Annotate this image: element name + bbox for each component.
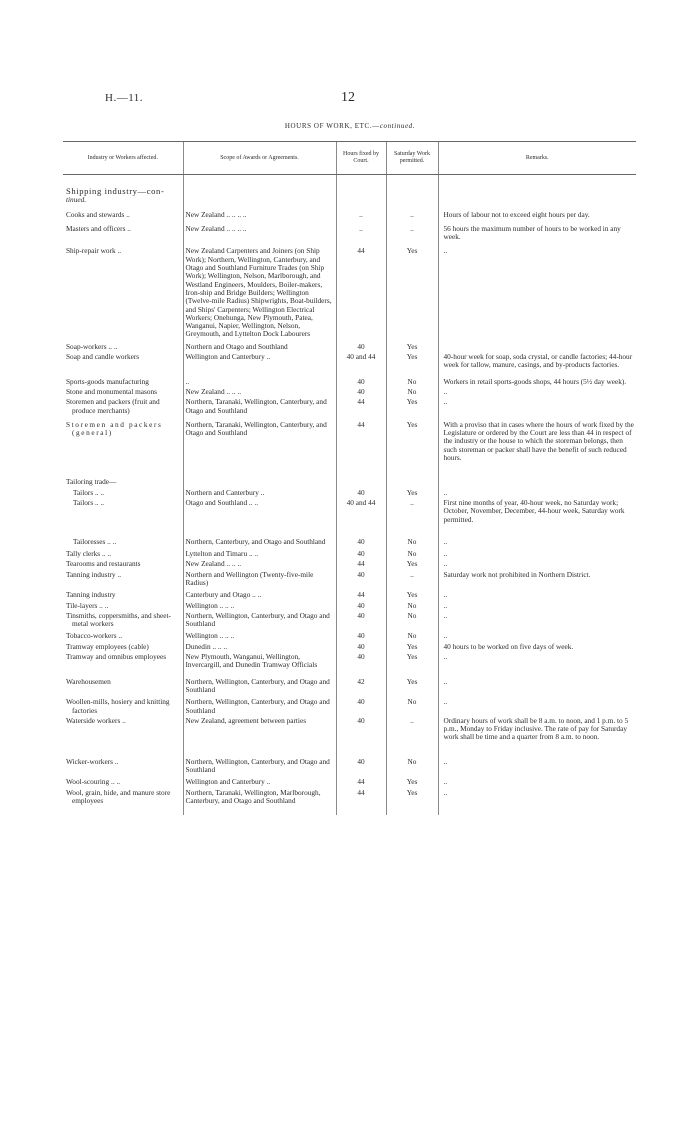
table-row xyxy=(63,464,636,488)
hours-cell xyxy=(336,672,386,697)
saturday-cell-text: No xyxy=(407,600,417,610)
industry-cell-text: Ship-repair work .. xyxy=(66,246,122,256)
table-row xyxy=(63,526,636,548)
industry-cell-text: Tinsmiths, coppersmiths, and sheet-metal workers xyxy=(66,610,171,629)
hours-cell-text: 40 xyxy=(357,341,365,351)
remarks-cell-text: .. xyxy=(443,676,448,686)
saturday-cell-text: Yes xyxy=(406,559,418,569)
scope-cell-text: New Zealand .. .. .. .. xyxy=(185,209,247,219)
remarks-cell-text: .. xyxy=(443,600,448,610)
industry-cell-text: Tile-layers .. .. xyxy=(66,600,109,610)
remarks-cell-text: Saturday work not prohibited in Northern District. xyxy=(443,569,591,579)
scope-cell-text: Northern, Wellington, Canterbury, and Otago and Southland xyxy=(185,610,330,629)
remarks-cell xyxy=(438,353,636,372)
saturday-cell-text: Yes xyxy=(406,341,418,351)
industry-cell xyxy=(63,612,183,631)
scope-cell xyxy=(183,789,336,816)
saturday-cell-text: .. xyxy=(410,223,414,233)
scope-cell-text: Wellington and Canterbury .. xyxy=(185,777,271,787)
hours-cell-text: 44 xyxy=(357,787,365,797)
table-row xyxy=(63,717,636,744)
hours-cell xyxy=(336,372,386,388)
scope-cell xyxy=(183,612,336,631)
table-header-row xyxy=(63,142,636,175)
hours-cell xyxy=(336,612,386,631)
industry-cell xyxy=(63,696,183,717)
table-row xyxy=(63,499,636,526)
scope-cell xyxy=(183,672,336,697)
industry-cell xyxy=(63,589,183,601)
industry-cell xyxy=(63,789,183,816)
scope-cell xyxy=(183,398,336,417)
scope-cell xyxy=(183,417,336,464)
industry-cell-text: Tanning industry .. xyxy=(66,569,122,579)
remarks-cell xyxy=(438,789,636,816)
remarks-cell-text: .. xyxy=(443,590,448,600)
table-row xyxy=(63,398,636,417)
hours-cell-text: 40 and 44 xyxy=(346,497,376,507)
remarks-cell xyxy=(438,643,636,653)
hours-cell xyxy=(336,243,386,340)
scope-cell-text: Canterbury and Otago .. .. xyxy=(185,590,262,600)
saturday-cell-text: .. xyxy=(410,715,414,725)
hours-cell-text: 40 xyxy=(357,641,365,651)
saturday-cell-text: No xyxy=(407,376,417,386)
saturday-cell-text: Yes xyxy=(406,787,418,797)
industry-cell-text: Tramway and omnibus employees xyxy=(66,652,167,662)
hours-cell-text: 40 xyxy=(357,715,365,725)
industry-cell-text: Sports-goods manufacturing xyxy=(66,376,149,386)
document-reference: H.—11. xyxy=(105,92,144,104)
industry-cell-text: Tanning industry xyxy=(66,590,116,600)
scope-cell xyxy=(183,175,336,207)
hours-cell xyxy=(336,207,386,221)
hours-cell-text: 40 xyxy=(357,610,365,620)
industry-cell-text: Tailoresses .. .. xyxy=(73,536,117,546)
scope-cell-text: Northern and Wellington (Twenty-five-mile Radius) xyxy=(185,569,314,587)
saturday-cell-text: .. xyxy=(410,209,414,219)
hours-cell xyxy=(336,696,386,717)
industry-cell xyxy=(63,526,183,548)
hours-cell xyxy=(336,221,386,244)
table-row xyxy=(63,221,636,244)
saturday-cell xyxy=(386,417,438,464)
table-row xyxy=(63,548,636,560)
remarks-cell xyxy=(438,653,636,672)
hours-cell xyxy=(336,717,386,744)
table-row xyxy=(63,672,636,697)
industry-cell xyxy=(63,175,183,207)
scope-cell-text: Dunedin .. .. .. xyxy=(185,641,228,651)
industry-cell-text: Tailors .. .. xyxy=(73,497,105,507)
industry-cell-text: Tailors .. .. xyxy=(73,487,105,497)
industry-cell-text: Stone and monumental masons xyxy=(66,386,157,396)
hours-cell xyxy=(336,353,386,372)
industry-cell xyxy=(63,776,183,788)
column-header-remarks: Remarks. xyxy=(438,142,636,175)
remarks-cell-text: .. xyxy=(443,697,448,707)
industry-cell xyxy=(63,243,183,340)
saturday-cell xyxy=(386,243,438,340)
saturday-cell-text: Yes xyxy=(406,652,418,662)
industry-cell-text: Wool, grain, hide, and manure store employees xyxy=(66,787,171,805)
table-row xyxy=(63,417,636,464)
scope-cell-text: New Zealand Carpenters and Joiners (on Ship Work); Northern, Wellington, Canterbury, and Otago and Southland Furniture Trades (on Ship Work); Wellington, Nelson, Marlborough, and Westland Engineers, Moulders, Boiler-makers, Iron-ship and Bridge Builders; Wellington (Twelve-mile Radius) Shipwrights, Boat-builders, and Ships' Carpenters; Wellington Electrical Workers; Onehunga, New Plymouth, Patea, Wanganui, Napier, Wellington, Nelson, Greymouth, and Lyttelton Dock Labourers xyxy=(185,246,332,339)
remarks-cell-text: .. xyxy=(443,756,448,766)
saturday-cell xyxy=(386,372,438,388)
scope-cell-text: Northern, Wellington, Canterbury, and Otago and Southland xyxy=(185,697,330,715)
remarks-cell-text: .. xyxy=(443,397,448,407)
industry-cell-text: Tearooms and restaurants xyxy=(66,559,141,569)
remarks-cell xyxy=(438,744,636,777)
scope-cell xyxy=(183,221,336,244)
remarks-cell xyxy=(438,526,636,548)
page-title xyxy=(0,122,700,130)
hours-cell-text: 42 xyxy=(357,676,365,686)
remarks-cell xyxy=(438,602,636,612)
table-row xyxy=(63,653,636,672)
industry-cell xyxy=(63,207,183,221)
scope-cell xyxy=(183,207,336,221)
scope-cell-text: Northern, Taranaki, Wellington, Canterbury, and Otago and Southland xyxy=(185,397,327,415)
remarks-cell xyxy=(438,388,636,398)
saturday-cell-text: No xyxy=(407,610,417,620)
remarks-cell-text: .. xyxy=(443,631,448,641)
scope-cell xyxy=(183,571,336,590)
table-row xyxy=(63,372,636,388)
scope-cell-text: Northern and Canterbury .. xyxy=(185,487,265,497)
saturday-cell-text: No xyxy=(407,386,417,396)
saturday-cell xyxy=(386,207,438,221)
column-header-saturday: Saturday Work permitted. xyxy=(386,142,438,175)
remarks-cell-text: .. xyxy=(443,536,448,546)
saturday-cell-text: Yes xyxy=(406,590,418,600)
column-header-hours: Hours fixed by Court. xyxy=(336,142,386,175)
saturday-cell-text: Yes xyxy=(406,777,418,787)
industry-cell xyxy=(63,398,183,417)
hours-cell xyxy=(336,526,386,548)
scope-cell xyxy=(183,243,336,340)
remarks-cell-text: Ordinary hours of work shall be 8 a.m. to noon, and 1 p.m. to 5 p.m., Monday to Friday inclusive. The rate of pay for Saturday work shall be time and a quarter from 8 a.m. to noon. xyxy=(443,715,629,742)
saturday-cell-text: .. xyxy=(410,497,414,507)
scope-cell-text: New Zealand .. .. .. xyxy=(185,559,242,569)
industry-cell-text: Soap and candle workers xyxy=(66,352,140,362)
saturday-cell-text: No xyxy=(407,549,417,559)
scope-cell xyxy=(183,464,336,488)
industry-cell xyxy=(63,672,183,697)
table-row xyxy=(63,789,636,816)
hours-cell xyxy=(336,653,386,672)
remarks-cell xyxy=(438,589,636,601)
hours-cell-text: 40 xyxy=(357,697,365,707)
scope-cell xyxy=(183,372,336,388)
saturday-cell-text: Yes xyxy=(406,397,418,407)
scope-cell-text: New Zealand .. .. .. xyxy=(185,386,242,396)
industry-cell-text: Warehousemen xyxy=(66,676,111,686)
saturday-cell xyxy=(386,398,438,417)
remarks-cell-text: First nine months of year, 40-hour week, no Saturday work; October, November, December, 44-hour week, Saturday work permitted. xyxy=(443,497,625,524)
remarks-cell-text: Workers in retail sports-goods shops, 44 hours (5½ day week). xyxy=(443,376,627,386)
scope-cell xyxy=(183,653,336,672)
saturday-cell xyxy=(386,789,438,816)
saturday-cell-text: No xyxy=(407,536,417,546)
hours-cell-text: 40 xyxy=(357,652,365,662)
remarks-cell-text: .. xyxy=(443,487,448,497)
scope-cell xyxy=(183,696,336,717)
remarks-cell-text: 40-hour week for soap, soda crystal, or candle factories; 44-hour week for tallow, manure, casings, and by-products factories. xyxy=(443,352,633,370)
hours-cell xyxy=(336,744,386,777)
saturday-cell xyxy=(386,744,438,777)
page-title-main: HOURS OF WORK, ETC.— xyxy=(284,122,380,130)
remarks-cell xyxy=(438,612,636,631)
table-row xyxy=(63,353,636,372)
industry-cell xyxy=(63,630,183,642)
remarks-cell-text: .. xyxy=(443,610,448,620)
scope-cell-text: .. xyxy=(185,376,190,386)
hours-cell-text: 44 xyxy=(357,419,365,429)
saturday-cell-text: Yes xyxy=(406,676,418,686)
hours-cell-text: 40 xyxy=(357,600,365,610)
scope-cell-text: Wellington .. .. .. xyxy=(185,631,235,641)
industry-cell xyxy=(63,372,183,388)
remarks-cell xyxy=(438,398,636,417)
industry-cell xyxy=(63,417,183,464)
remarks-cell-text: 40 hours to be worked on five days of week. xyxy=(443,641,574,651)
saturday-cell xyxy=(386,221,438,244)
remarks-cell-text: .. xyxy=(443,549,448,559)
hours-cell-text: 40 xyxy=(357,569,365,579)
hours-cell xyxy=(336,464,386,488)
scope-cell-text: Northern, Taranaki, Wellington, Marlborough, Canterbury, and Otago and Southland xyxy=(185,787,321,805)
table-row xyxy=(63,744,636,777)
scope-cell-text: Northern and Otago and Southland xyxy=(185,341,288,351)
hours-cell-text: 40 and 44 xyxy=(346,352,376,362)
section-heading-row xyxy=(63,175,636,207)
hours-cell-text: 40 xyxy=(357,536,365,546)
industry-cell xyxy=(63,499,183,526)
saturday-cell xyxy=(386,717,438,744)
industry-cell-text: Soap-workers .. .. xyxy=(66,341,118,351)
industry-cell xyxy=(63,221,183,244)
saturday-cell-text: Yes xyxy=(406,419,418,429)
column-header-industry: Industry or Workers affected. xyxy=(63,142,183,175)
saturday-cell xyxy=(386,175,438,207)
remarks-cell xyxy=(438,717,636,744)
remarks-cell-text: With a proviso that in cases where the hours of work fixed by the Legislature or ordered by the Court are less than 44 in respect of the industry or the house to which the storeman belongs, then such storeman or packer shall have the benefit of such reduced hours. xyxy=(443,419,634,463)
table-row xyxy=(63,243,636,340)
hours-cell-text: 44 xyxy=(357,590,365,600)
industry-cell-text: Tramway employees (cable) xyxy=(66,641,149,651)
scope-cell-text: Otago and Southland .. .. xyxy=(185,497,259,507)
industry-cell xyxy=(63,353,183,372)
industry-cell-text: Wool-scouring .. .. xyxy=(66,777,121,787)
scope-cell-text: New Plymouth, Wanganui, Wellington, Invercargill, and Dunedin Tramway Officials xyxy=(185,652,318,670)
hours-cell-text: 44 xyxy=(357,559,365,569)
industry-cell-text: Storemen and packers (general) xyxy=(66,419,163,438)
scope-cell xyxy=(183,499,336,526)
saturday-cell-text: No xyxy=(407,631,417,641)
scope-cell-text: New Zealand .. .. .. .. xyxy=(185,223,247,233)
industry-cell-text: Waterside workers .. xyxy=(66,715,126,725)
industry-cell xyxy=(63,571,183,590)
scope-cell-text: New Zealand, agreement between parties xyxy=(185,715,307,725)
industry-cell-text: Storemen and packers (fruit and produce merchants) xyxy=(66,397,160,415)
table-row xyxy=(63,612,636,631)
scope-cell-text: Northern, Taranaki, Wellington, Canterbury, and Otago and Southland xyxy=(185,419,327,438)
saturday-cell-text: .. xyxy=(410,569,414,579)
column-header-scope: Scope of Awards or Agreements. xyxy=(183,142,336,175)
hours-cell xyxy=(336,571,386,590)
section-heading-text: Shipping industry—con- xyxy=(66,186,165,196)
remarks-cell xyxy=(438,548,636,560)
industry-cell-text: Cooks and stewards .. xyxy=(66,209,130,219)
hours-cell xyxy=(336,417,386,464)
remarks-cell-text: .. xyxy=(443,559,448,569)
hours-cell-text: .. xyxy=(359,223,363,233)
saturday-cell-text: No xyxy=(407,756,417,766)
remarks-cell-text: .. xyxy=(443,386,448,396)
saturday-cell-text: Yes xyxy=(406,246,418,256)
saturday-cell-text: No xyxy=(407,697,417,707)
remarks-cell xyxy=(438,672,636,697)
hours-cell-text: 40 xyxy=(357,386,365,396)
saturday-cell xyxy=(386,499,438,526)
remarks-cell-text: .. xyxy=(443,246,448,256)
table-row xyxy=(63,571,636,590)
saturday-cell xyxy=(386,526,438,548)
industry-cell-text: Masters and officers .. xyxy=(66,223,131,233)
saturday-cell xyxy=(386,353,438,372)
remarks-cell xyxy=(438,175,636,207)
hours-cell xyxy=(336,175,386,207)
industry-cell xyxy=(63,653,183,672)
hours-cell xyxy=(336,398,386,417)
table-row xyxy=(63,589,636,601)
remarks-cell xyxy=(438,221,636,244)
remarks-cell-text: .. xyxy=(443,652,448,662)
remarks-cell xyxy=(438,207,636,221)
hours-cell-text: 40 xyxy=(357,487,365,497)
hours-cell-text: 40 xyxy=(357,756,365,766)
industry-cell-text: Wicker-workers .. xyxy=(66,756,119,766)
hours-cell-text: 40 xyxy=(357,376,365,386)
hours-cell-text: 40 xyxy=(357,631,365,641)
section-heading xyxy=(66,187,181,205)
saturday-cell-text: Yes xyxy=(406,487,418,497)
scope-cell-text: Lyttelton and Timaru .. .. xyxy=(185,549,259,559)
hours-of-work-table xyxy=(63,141,636,815)
industry-cell xyxy=(63,717,183,744)
remarks-cell xyxy=(438,571,636,590)
page-number: 12 xyxy=(341,90,355,105)
remarks-cell xyxy=(438,776,636,788)
hours-cell xyxy=(336,499,386,526)
saturday-cell xyxy=(386,571,438,590)
hours-cell-text: .. xyxy=(359,209,363,219)
saturday-cell-text: Yes xyxy=(406,641,418,651)
remarks-cell xyxy=(438,696,636,717)
page-title-continued: continued. xyxy=(379,122,416,130)
table-body xyxy=(63,175,636,816)
remarks-cell xyxy=(438,417,636,464)
hours-cell-text: 44 xyxy=(357,397,365,407)
scope-cell xyxy=(183,353,336,372)
industry-cell-text: Tobacco-workers .. xyxy=(66,631,123,641)
section-heading-continued: tinued. xyxy=(66,195,87,205)
table-row xyxy=(63,776,636,788)
remarks-cell-text: .. xyxy=(443,777,448,787)
scope-cell xyxy=(183,717,336,744)
saturday-cell-text: Yes xyxy=(406,352,418,362)
saturday-cell xyxy=(386,696,438,717)
scope-cell-text: Wellington and Canterbury .. xyxy=(185,352,271,362)
saturday-cell xyxy=(386,464,438,488)
hours-cell-text: 44 xyxy=(357,777,365,787)
hours-cell xyxy=(336,789,386,816)
table-row xyxy=(63,207,636,221)
industry-cell-text: Woollen-mills, hosiery and knitting factories xyxy=(66,697,170,715)
scope-cell-text: Northern, Wellington, Canterbury, and Otago and Southland xyxy=(185,756,330,775)
industry-cell xyxy=(63,744,183,777)
hours-cell-text: 44 xyxy=(357,246,365,256)
remarks-cell xyxy=(438,464,636,488)
remarks-cell-text: 56 hours the maximum number of hours to be worked in any week. xyxy=(443,223,621,242)
industry-cell xyxy=(63,464,183,488)
saturday-cell xyxy=(386,653,438,672)
remarks-cell-text: .. xyxy=(443,787,448,797)
scope-cell-text: Wellington .. .. .. xyxy=(185,600,235,610)
scope-cell-text: Northern, Canterbury, and Otago and Southland xyxy=(185,536,326,546)
saturday-cell xyxy=(386,612,438,631)
scope-cell xyxy=(183,744,336,777)
industry-cell-text: Tailoring trade— xyxy=(66,477,117,487)
scope-cell-text: Northern, Wellington, Canterbury, and Otago and Southland xyxy=(185,676,330,694)
remarks-cell xyxy=(438,243,636,340)
industry-cell-text: Tally clerks .. .. xyxy=(66,549,112,559)
remarks-cell xyxy=(438,372,636,388)
table-row xyxy=(63,696,636,717)
scope-cell xyxy=(183,526,336,548)
remarks-cell xyxy=(438,499,636,526)
saturday-cell xyxy=(386,672,438,697)
remarks-cell-text: Hours of labour not to exceed eight hours per day. xyxy=(443,209,590,219)
hours-cell-text: 40 xyxy=(357,549,365,559)
